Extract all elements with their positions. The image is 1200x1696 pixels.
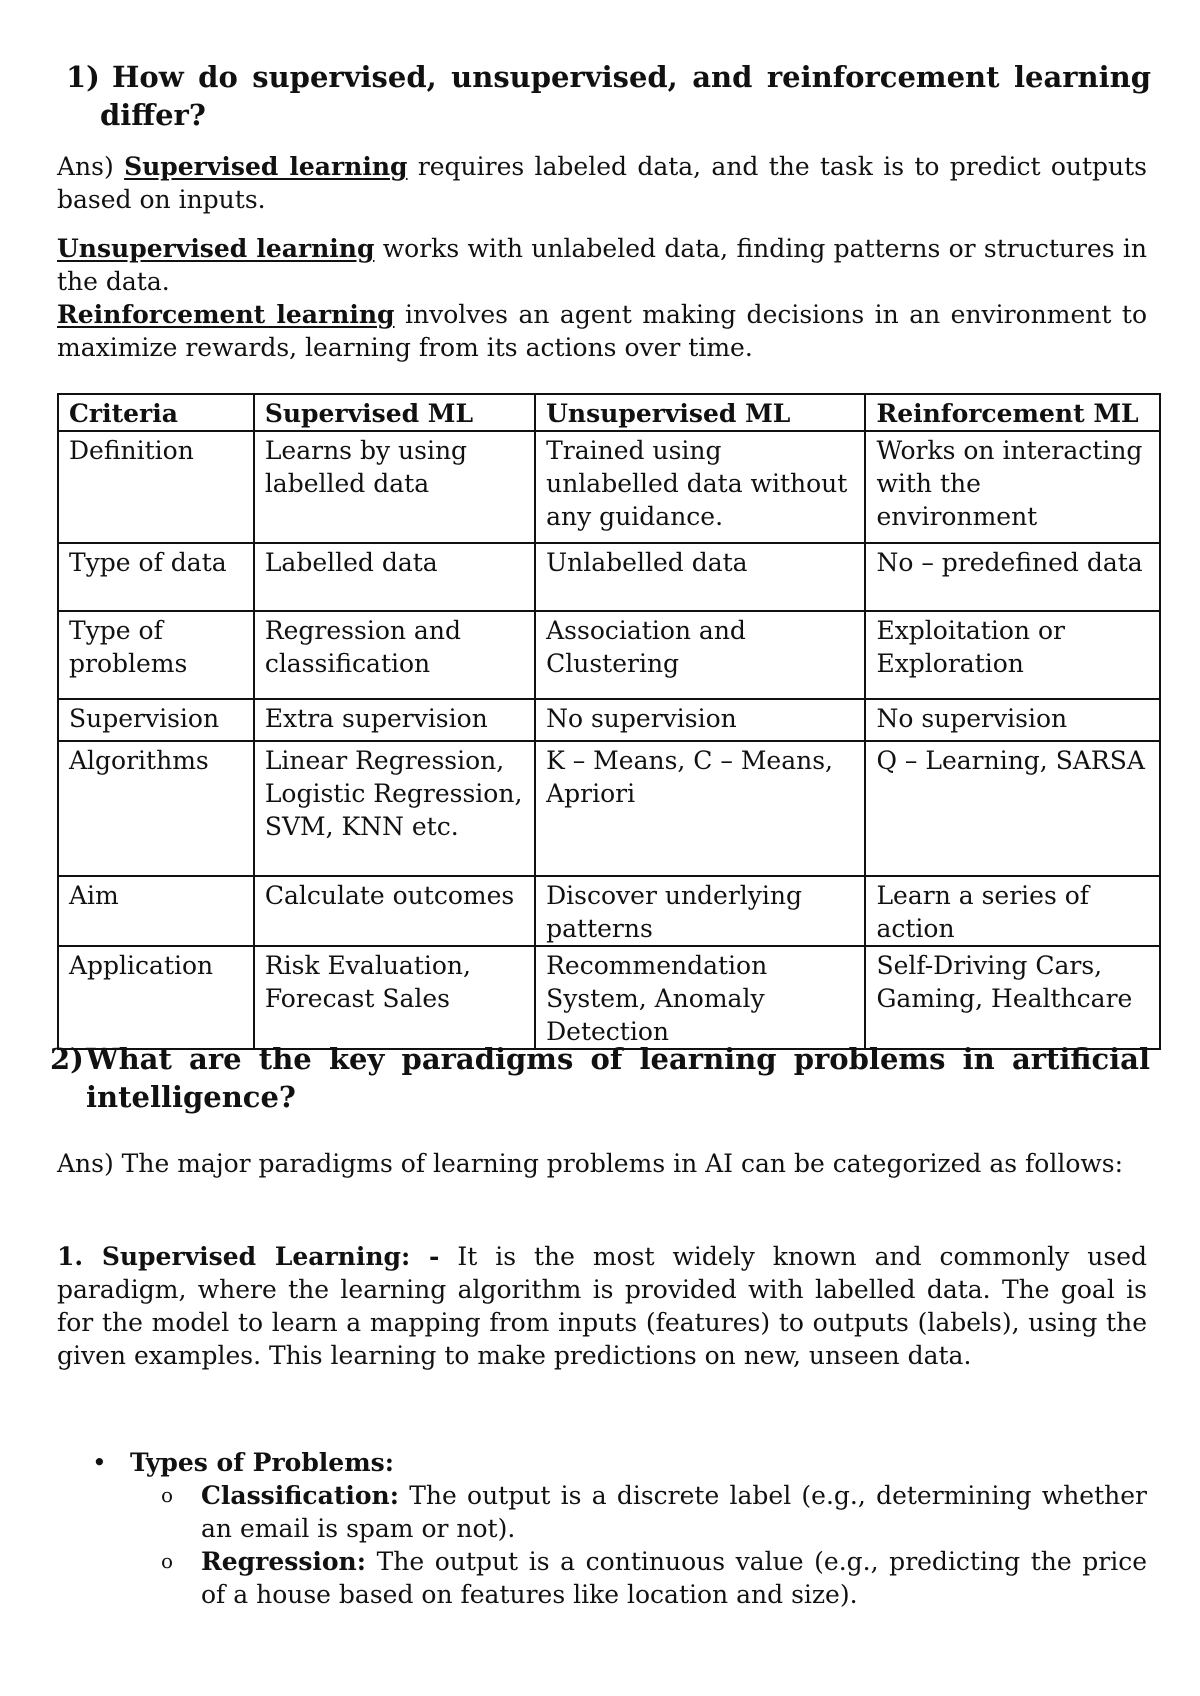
table-header-cell: Criteria	[58, 394, 254, 431]
table-row	[58, 876, 1160, 946]
unsupervised-text: works with unlabeled data, finding patterns or structures in the data.	[57, 234, 1147, 296]
table-cell: Supervision	[58, 699, 254, 741]
table-cell: Algorithms	[58, 741, 254, 876]
table-cell: K – Means, C – Means, Apriori	[535, 741, 865, 876]
q1-number: 1)	[66, 60, 100, 94]
q1-supervised-paragraph	[57, 150, 1147, 216]
q1-ans-prefix: Ans)	[57, 152, 114, 181]
classification-text: The output is a discrete label (e.g., determining whether an email is spam or not).	[201, 1481, 1147, 1543]
table-cell: Aim	[58, 876, 254, 946]
q2-answer-paragraph: Ans) The major paradigms of learning problems in AI can be categorized as follows:	[57, 1149, 1124, 1178]
table-cell: Recommendation System, Anomaly Detection	[535, 946, 865, 1049]
bullet-dot-icon: •	[92, 1448, 107, 1477]
table-cell: Works on interacting with the environment	[865, 431, 1160, 543]
table-header-cell: Unsupervised ML	[535, 394, 865, 431]
table-row	[58, 946, 1160, 1049]
classification-item	[161, 1479, 1147, 1545]
table-cell: Trained using unlabelled data without any guidance.	[535, 431, 865, 543]
table-cell: Risk Evaluation, Forecast Sales	[254, 946, 535, 1049]
table-cell: Application	[58, 946, 254, 1049]
comparison-table	[57, 393, 1161, 1050]
table-cell: Regression and classification	[254, 611, 535, 699]
q2-heading	[50, 1040, 1150, 1116]
q2-title-line2: intelligence?	[86, 1080, 296, 1114]
table-cell: Calculate outcomes	[254, 876, 535, 946]
circle-bullet-icon: o	[161, 1549, 174, 1573]
table-header-cell: Reinforcement ML	[865, 394, 1160, 431]
table-row	[58, 431, 1160, 543]
supervised-learning-label: 1. Supervised Learning: -	[57, 1242, 440, 1271]
table-cell: Exploitation or Exploration	[865, 611, 1160, 699]
regression-text-block	[201, 1545, 1147, 1611]
q1-heading	[66, 58, 1151, 134]
table-cell: No supervision	[535, 699, 865, 741]
q1-reinforcement-paragraph	[57, 298, 1147, 364]
table-cell: Definition	[58, 431, 254, 543]
reinforcement-term: Reinforcement learning	[57, 300, 395, 329]
q1-title-line1: How do supervised, unsupervised, and reinforcement learning	[112, 60, 1151, 94]
table-row	[58, 741, 1160, 876]
circle-bullet-icon: o	[161, 1483, 174, 1507]
table-row	[58, 699, 1160, 741]
supervised-term: Supervised learning	[124, 152, 408, 181]
types-of-problems-label: Types of Problems:	[130, 1448, 394, 1477]
supervised-learning-text: It is the most widely known and commonly used paradigm, where the learning algorithm is provided with labelled data. The goal is for the model to learn a mapping from inputs (features) to outputs (labels), using the given examples. This learning to make predictions on new, unseen data.	[57, 1242, 1147, 1370]
q1-unsupervised-paragraph	[57, 232, 1147, 298]
table-cell: Unlabelled data	[535, 543, 865, 611]
q2-number: 2)	[50, 1042, 84, 1076]
table-cell: Q – Learning, SARSA	[865, 741, 1160, 876]
table-cell: Learns by using labelled data	[254, 431, 535, 543]
regression-item	[161, 1545, 1147, 1611]
table-cell: No supervision	[865, 699, 1160, 741]
table-cell: Type of data	[58, 543, 254, 611]
reinforcement-text: involves an agent making decisions in an environment to maximize rewards, learning from its actions over time.	[57, 300, 1147, 362]
classification-text-block	[201, 1479, 1147, 1545]
table-cell: Association and Clustering	[535, 611, 865, 699]
unsupervised-term: Unsupervised learning	[57, 234, 375, 263]
table-cell: No – predefined data	[865, 543, 1160, 611]
table-cell: Discover underlying patterns	[535, 876, 865, 946]
supervised-learning-paragraph	[57, 1240, 1147, 1372]
table-cell: Learn a series of action	[865, 876, 1160, 946]
table-cell: Self-Driving Cars, Gaming, Healthcare	[865, 946, 1160, 1049]
table-cell: Type of problems	[58, 611, 254, 699]
types-of-problems-bullet	[92, 1446, 394, 1479]
table-cell: Extra supervision	[254, 699, 535, 741]
regression-text: The output is a continuous value (e.g., predicting the price of a house based on features like location and size).	[201, 1547, 1147, 1609]
regression-label: Regression:	[201, 1547, 366, 1576]
supervised-text: requires labeled data, and the task is to predict outputs based on inputs.	[57, 152, 1147, 214]
table-header-row	[58, 394, 1160, 431]
table-row	[58, 543, 1160, 611]
q2-title-line1: What are the key paradigms of learning problems in artificial	[86, 1042, 1150, 1076]
table-row	[58, 611, 1160, 699]
table-header-cell: Supervised ML	[254, 394, 535, 431]
q1-title-line2: differ?	[100, 98, 206, 132]
classification-label: Classification:	[201, 1481, 399, 1510]
table-cell: Labelled data	[254, 543, 535, 611]
table-cell: Linear Regression, Logistic Regression, SVM, KNN etc.	[254, 741, 535, 876]
